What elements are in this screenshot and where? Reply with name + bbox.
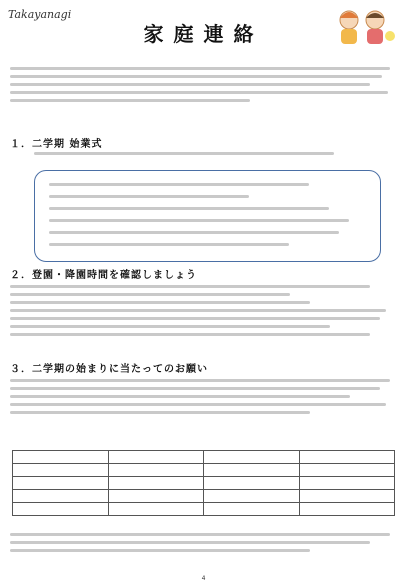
page-title: 家庭連絡 <box>143 22 264 46</box>
intro-paragraph <box>10 62 398 102</box>
section-2-text <box>10 280 398 336</box>
school-logo: Takayanagi <box>8 8 72 21</box>
children-illustration <box>335 6 397 46</box>
info-box <box>34 170 381 262</box>
page-number: 4 <box>201 575 206 582</box>
closing-text <box>10 528 398 552</box>
section-heading-3: ３．二学期の始まりに当たってのお願い <box>10 364 208 375</box>
section-3-text <box>10 374 398 414</box>
section-heading-1: １．二学期 始業式 <box>10 139 103 150</box>
schedule-table <box>12 450 395 516</box>
section-heading-2: ２．登園・降園時間を確認しましょう <box>10 270 197 281</box>
text-line <box>34 152 334 155</box>
